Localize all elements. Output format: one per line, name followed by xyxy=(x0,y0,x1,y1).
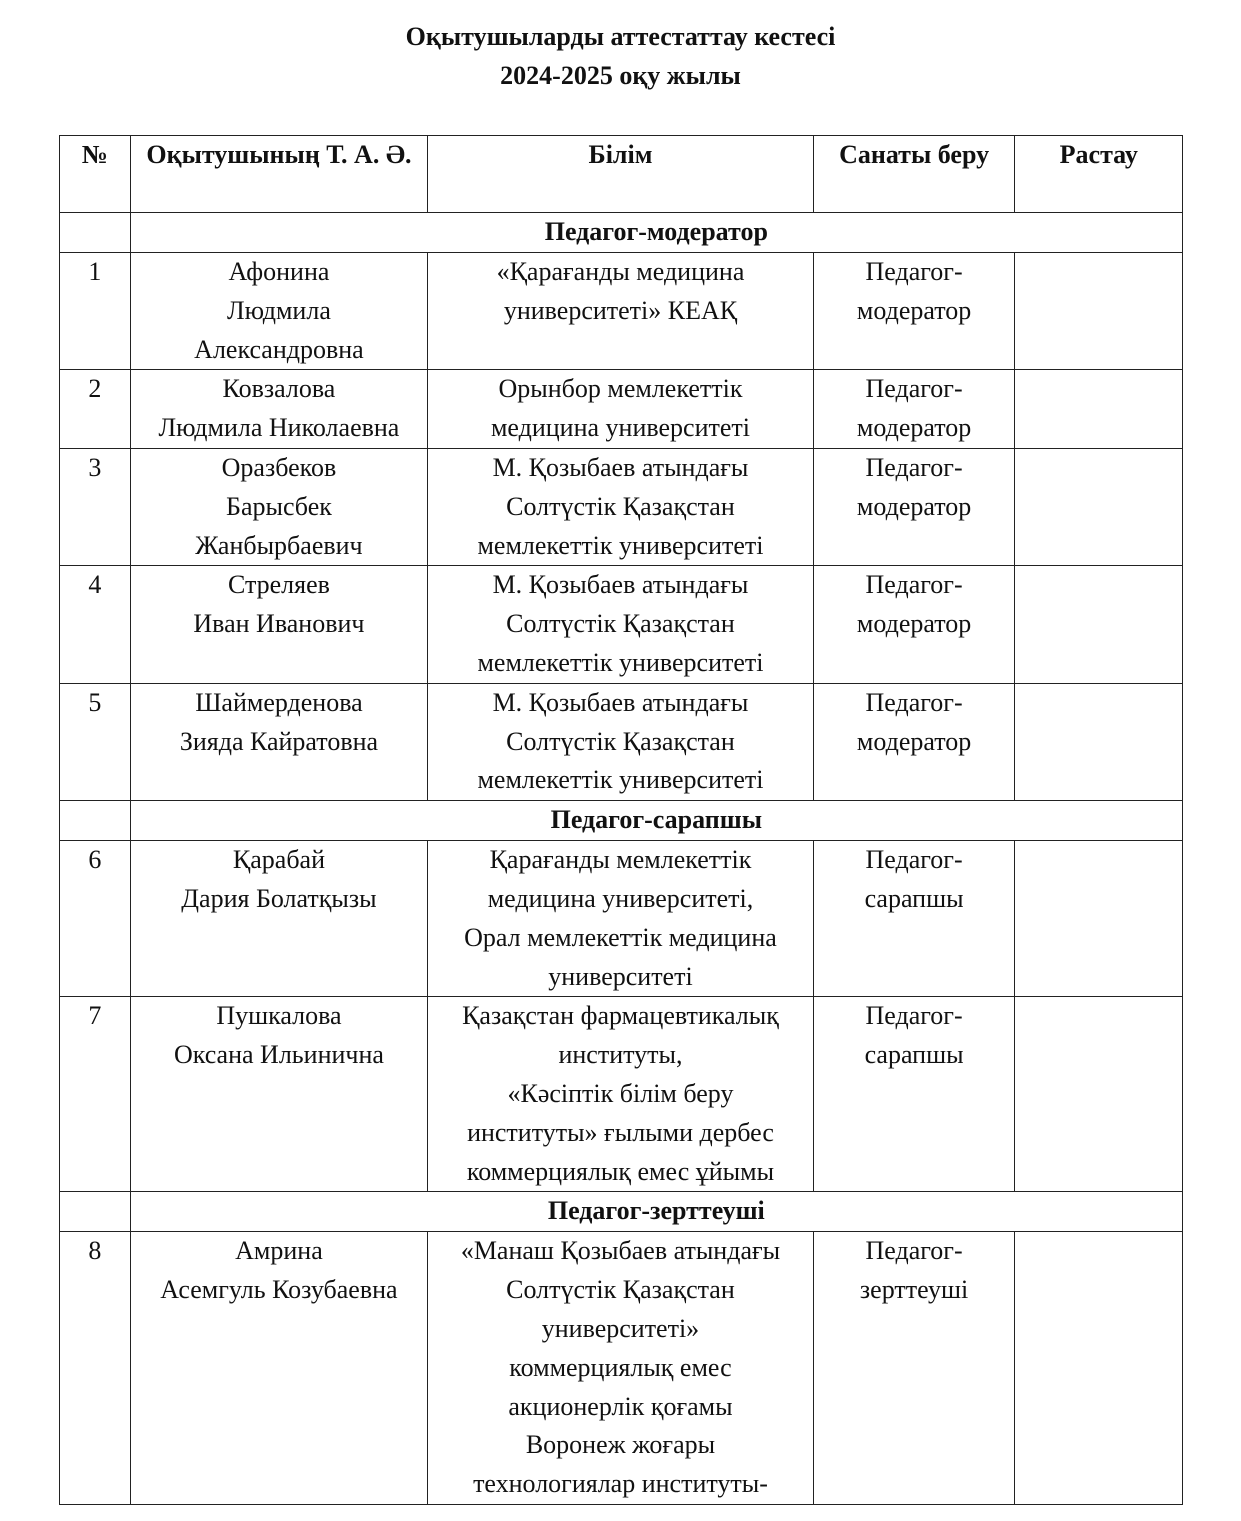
row-number: 5 xyxy=(60,683,131,800)
category-line: Педагог- xyxy=(865,1236,963,1266)
table-row xyxy=(60,253,1183,370)
education-line: медицина университеті, xyxy=(487,883,754,913)
teacher-name-line: Иван Иванович xyxy=(193,609,365,639)
teacher-name-line: Барысбек xyxy=(226,491,332,521)
confirmation xyxy=(1015,1232,1183,1505)
category xyxy=(813,370,1015,449)
category-line: Педагог- xyxy=(865,570,963,600)
education-line: университеті» xyxy=(541,1313,700,1343)
section-row xyxy=(60,213,1183,253)
section-row xyxy=(60,1192,1183,1232)
education-line: Қазақстан фармацевтикалық xyxy=(462,1001,779,1031)
category xyxy=(813,997,1015,1192)
education-line: коммерциялық емес xyxy=(509,1352,732,1382)
teacher-name-line: Амрина xyxy=(235,1236,323,1266)
teacher-name xyxy=(130,683,428,800)
teacher-name xyxy=(130,253,428,370)
education-line: «Манаш Қозыбаев атындағы xyxy=(460,1236,781,1266)
category-line: Педагог- xyxy=(865,257,963,286)
teacher-name xyxy=(130,1232,428,1505)
education-line: Қарағанды мемлекеттік xyxy=(489,845,752,875)
teacher-name-line: Людмила xyxy=(227,295,331,325)
confirmation xyxy=(1015,683,1183,800)
section-number-cell xyxy=(60,801,131,841)
confirmation xyxy=(1015,997,1183,1192)
category xyxy=(813,566,1015,683)
teacher-name-line: Ковзалова xyxy=(222,374,336,404)
education-line: Орал мемлекеттік медицина xyxy=(464,922,777,952)
teacher-name-line: Людмила Николаевна xyxy=(158,413,400,443)
education-line: акционерлік қоғамы xyxy=(508,1391,733,1421)
education-line: Солтүстік Қазақстан xyxy=(506,726,735,756)
attestation-table xyxy=(59,135,1183,1505)
category-line: Педагог- xyxy=(865,1001,963,1031)
category xyxy=(813,841,1015,997)
category xyxy=(813,1232,1015,1505)
education-line: Солтүстік Қазақстан xyxy=(506,491,735,521)
category-line: зерттеуші xyxy=(859,1275,969,1305)
header-category: Санаты беру xyxy=(813,136,1015,213)
education-line: Воронеж жоғары xyxy=(525,1430,716,1460)
academic-year: 2024-2025 оқу жылы xyxy=(500,61,741,90)
category xyxy=(813,683,1015,800)
education xyxy=(428,566,813,683)
category-line: сарапшы xyxy=(864,883,964,913)
category-line: Педагог- xyxy=(865,374,963,404)
row-number: 2 xyxy=(60,370,131,449)
teacher-name-line: Қарабай xyxy=(232,845,325,875)
row-number: 8 xyxy=(60,1232,131,1505)
row-number: 4 xyxy=(60,566,131,683)
education-line: мемлекеттік университеті xyxy=(477,530,764,560)
education-line: Орынбор мемлекеттік xyxy=(498,374,743,404)
category-line: сарапшы xyxy=(864,1040,964,1070)
education-line: Солтүстік Қазақстан xyxy=(506,609,735,639)
teacher-name-line: Афонина xyxy=(228,257,330,286)
row-number: 6 xyxy=(60,841,131,997)
section-number-cell xyxy=(60,1192,131,1232)
teacher-name-line: Асемгуль Козубаевна xyxy=(160,1275,398,1305)
category-line: модератор xyxy=(856,295,972,325)
teacher-name-line: Жанбырбаевич xyxy=(195,530,363,560)
confirmation xyxy=(1015,566,1183,683)
education-line: мемлекеттік университеті xyxy=(477,765,764,795)
education-line: М. Қозыбаев атындағы xyxy=(492,687,749,717)
teacher-name xyxy=(130,566,428,683)
category-line: модератор xyxy=(856,609,972,639)
table-row xyxy=(60,566,1183,683)
category-line: Педагог- xyxy=(865,845,963,875)
category-line: Педагог- xyxy=(865,687,963,717)
table-row xyxy=(60,841,1183,997)
header-teacher-name: Оқытушының Т. А. Ә. xyxy=(130,136,428,213)
teacher-name-line: Шаймерденова xyxy=(195,687,363,717)
confirmation xyxy=(1015,841,1183,997)
table-row xyxy=(60,370,1183,449)
teacher-name-line: Дария Болатқызы xyxy=(181,883,377,913)
header-education: Білім xyxy=(428,136,813,213)
education-line: М. Қозыбаев атындағы xyxy=(492,452,749,482)
section-title: Педагог-модератор xyxy=(130,213,1182,253)
category-line: Педагог- xyxy=(865,452,963,482)
category-line: модератор xyxy=(856,413,972,443)
header-number: № xyxy=(60,136,131,213)
education xyxy=(428,1232,813,1505)
section-number-cell xyxy=(60,213,131,253)
education xyxy=(428,997,813,1192)
education-line: медицина университеті xyxy=(490,413,750,443)
education-line: университеті» КЕАҚ xyxy=(503,295,738,325)
confirmation xyxy=(1015,253,1183,370)
teacher-name-line: Оксана Ильинична xyxy=(173,1040,384,1070)
teacher-name-line: Оразбеков xyxy=(221,452,337,482)
education xyxy=(428,370,813,449)
education-line: коммерциялық емес ұйымы xyxy=(466,1156,775,1186)
teacher-name-line: Пушкалова xyxy=(216,1001,342,1031)
header-confirmation: Растау xyxy=(1015,136,1183,213)
education xyxy=(428,841,813,997)
teacher-name-line: Александровна xyxy=(194,334,364,364)
teacher-name-line: Стреляев xyxy=(227,570,330,600)
category xyxy=(813,448,1015,565)
education-line: институты, xyxy=(558,1040,683,1070)
education xyxy=(428,683,813,800)
teacher-name xyxy=(130,448,428,565)
document-title: Оқытушыларды аттестаттау кестесі xyxy=(405,22,836,51)
teacher-name xyxy=(130,997,428,1192)
table-row xyxy=(60,1232,1183,1505)
teacher-name xyxy=(130,370,428,449)
education xyxy=(428,448,813,565)
education-line: технологиялар институты- xyxy=(473,1469,768,1499)
row-number: 1 xyxy=(60,253,131,370)
education-line: «Қарағанды медицина xyxy=(496,257,745,286)
education-line: мемлекеттік университеті xyxy=(477,647,764,677)
table-row xyxy=(60,683,1183,800)
section-row xyxy=(60,801,1183,841)
table-body xyxy=(60,213,1183,1505)
education-line: университеті xyxy=(548,961,693,991)
category-line: модератор xyxy=(856,726,972,756)
table-row xyxy=(60,448,1183,565)
table-row xyxy=(60,997,1183,1192)
education xyxy=(428,253,813,370)
row-number: 7 xyxy=(60,997,131,1192)
row-number: 3 xyxy=(60,448,131,565)
teacher-name-line: Зияда Кайратовна xyxy=(179,726,379,756)
education-line: М. Қозыбаев атындағы xyxy=(492,570,749,600)
category xyxy=(813,253,1015,370)
education-line: институты» ғылыми дербес xyxy=(467,1117,774,1147)
education-line: «Кәсіптік білім беру xyxy=(507,1078,734,1108)
section-title: Педагог-зерттеуші xyxy=(130,1192,1182,1232)
confirmation xyxy=(1015,448,1183,565)
section-title: Педагог-сарапшы xyxy=(130,801,1182,841)
education-line: Солтүстік Қазақстан xyxy=(506,1275,735,1305)
category-line: модератор xyxy=(856,491,972,521)
table-header-row xyxy=(60,136,1183,213)
teacher-name xyxy=(130,841,428,997)
confirmation xyxy=(1015,370,1183,449)
